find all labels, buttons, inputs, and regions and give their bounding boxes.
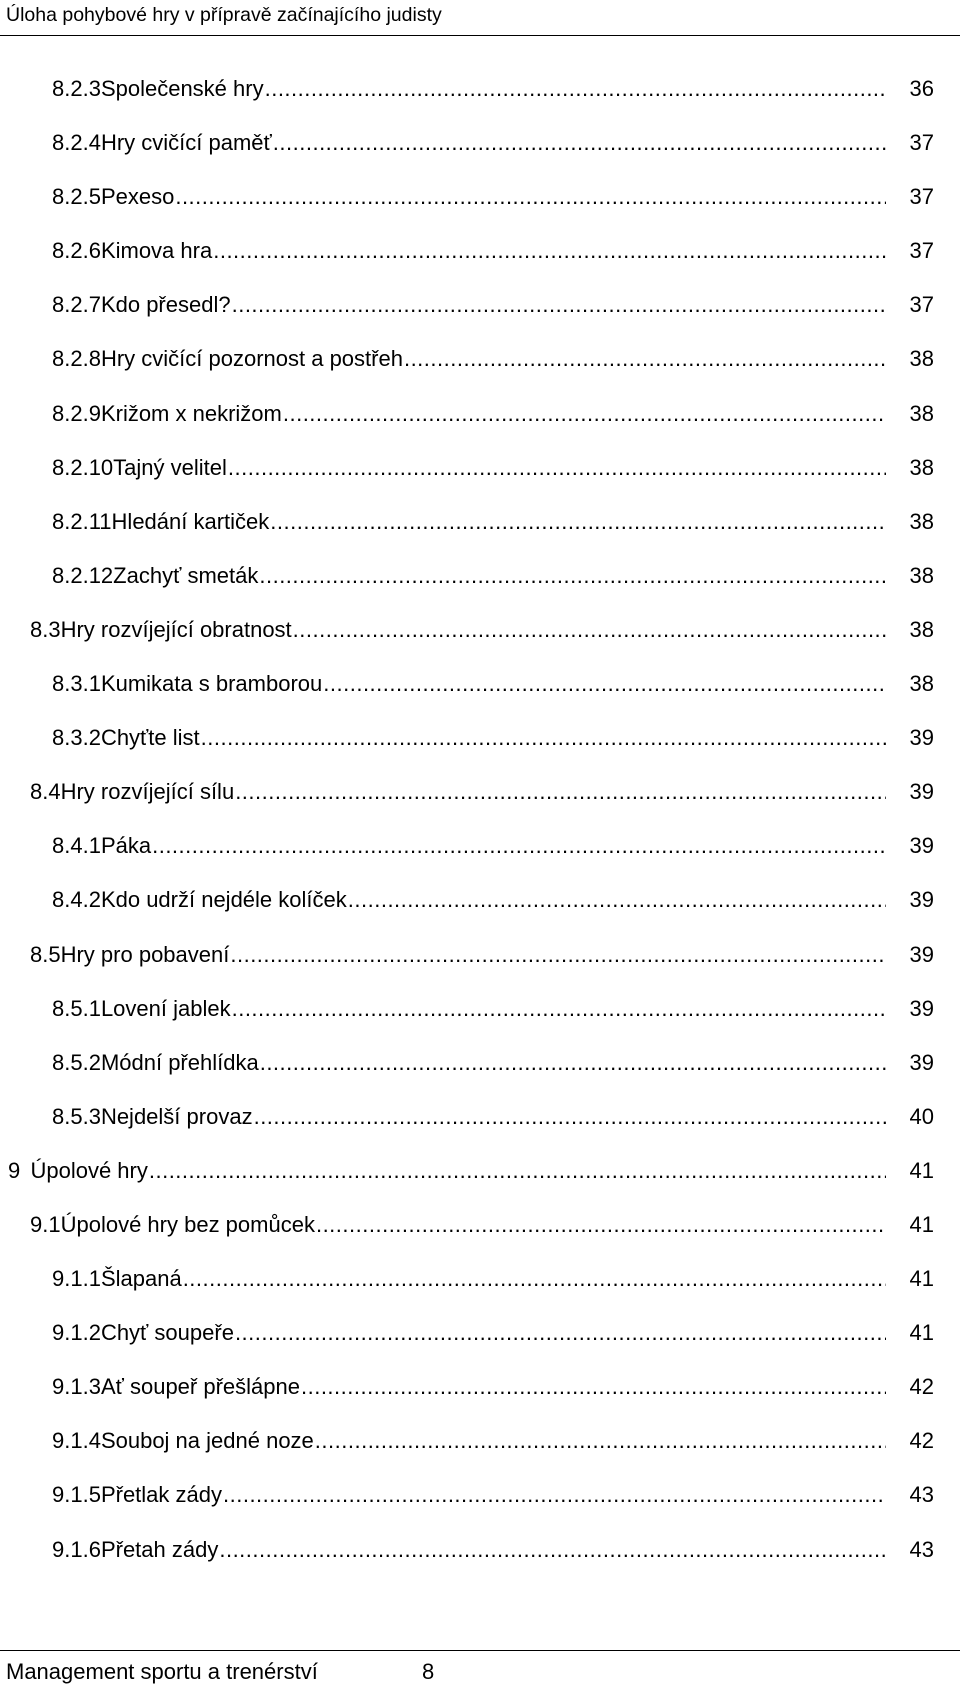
toc-entry-title: Kdo přesedl? (100, 292, 231, 318)
toc-dot-leader (235, 778, 886, 806)
toc-entry-title: Chyťte list (100, 725, 200, 751)
toc-entry-number: 9 (8, 1157, 21, 1183)
toc-entry-title: Tajný velitel (113, 454, 227, 480)
toc-entry-title: Lovení jablek (100, 995, 231, 1021)
toc-entry[interactable] (0, 662, 960, 716)
footer-course-name: Management sportu a trenérství (6, 1659, 318, 1684)
footer-page-number: 8 (422, 1659, 435, 1684)
toc-entry-number: 8.2.8 (52, 346, 101, 372)
toc-entry[interactable] (0, 1149, 960, 1203)
toc-entry[interactable] (0, 500, 960, 554)
toc-entry-page: 39 (909, 995, 934, 1021)
toc-entry-title: Úpolové hry (30, 1157, 148, 1183)
toc-entry[interactable] (0, 1311, 960, 1365)
toc-entry-page: 43 (909, 1482, 934, 1508)
toc-entry-title: Šlapaná (100, 1266, 182, 1292)
toc-entry-page: 39 (909, 833, 934, 859)
toc-entry[interactable] (0, 283, 960, 337)
document-title: Úloha pohybové hry v přípravě začínajícího judisty (6, 4, 442, 26)
toc-entry-title: Přetlak zády (100, 1482, 222, 1508)
toc-dot-leader (183, 1265, 886, 1293)
toc-entry-title: Módní přehlídka (100, 1049, 259, 1075)
toc-dot-leader (230, 941, 886, 969)
toc-entry[interactable] (0, 1365, 960, 1419)
toc-entry-title: Kumikata s bramborou (100, 671, 323, 697)
toc-entry-number: 9.1.3 (52, 1374, 101, 1400)
toc-dot-leader (259, 562, 886, 590)
toc-dot-leader (348, 886, 886, 914)
toc-entry-title: Hledání kartiček (111, 508, 270, 534)
toc-entry-page: 38 (909, 616, 934, 642)
toc-entry-page: 41 (909, 1211, 934, 1237)
toc-entry[interactable] (0, 67, 960, 121)
toc-entry-number: 8.2.5 (52, 184, 101, 210)
toc-dot-leader (175, 183, 886, 211)
toc-dot-leader (404, 345, 886, 373)
toc-entry-page: 39 (909, 779, 934, 805)
toc-entry-page: 36 (909, 76, 934, 101)
toc-entry-page: 41 (909, 1157, 934, 1183)
toc-entry-title: Hry cvičící paměť (100, 130, 272, 156)
toc-entry-page: 39 (909, 1049, 934, 1075)
toc-dot-leader (235, 1319, 886, 1347)
toc-entry-page: 42 (909, 1374, 934, 1400)
toc-dot-leader (260, 1049, 886, 1077)
toc-entry-title: Nejdelší provaz (100, 1103, 253, 1129)
toc-dot-leader (323, 670, 886, 698)
toc-entry-page: 38 (909, 508, 934, 534)
toc-dot-leader (201, 724, 886, 752)
toc-entry[interactable] (0, 175, 960, 229)
toc-entry-number: 8.5.1 (52, 995, 101, 1021)
toc-entry[interactable] (0, 608, 960, 662)
toc-dot-leader (316, 1211, 886, 1239)
toc-entry-page: 41 (909, 1320, 934, 1346)
toc-entry-title: Kimova hra (100, 238, 213, 264)
toc-dot-leader (293, 616, 886, 644)
toc-dot-leader (315, 1427, 886, 1455)
toc-dot-leader (265, 75, 886, 103)
toc-entry-page: 38 (909, 400, 934, 426)
toc-dot-leader (228, 454, 886, 482)
toc-entry-page: 43 (909, 1536, 934, 1562)
toc-entry-number: 8.5 (30, 941, 61, 967)
toc-entry-number: 8.2.6 (52, 238, 101, 264)
toc-dot-leader (152, 832, 886, 860)
toc-entry-title: Kdo udrží nejdéle kolíček (100, 887, 347, 913)
toc-entry-page: 38 (909, 454, 934, 480)
toc-entry-title: Zachyť smeták (113, 562, 259, 588)
toc-entry-number: 8.2.9 (52, 400, 101, 426)
toc-entry-number: 9.1.2 (52, 1320, 101, 1346)
page-header (0, 0, 960, 36)
toc-entry[interactable] (0, 1203, 960, 1257)
toc-entry-number: 8.3 (30, 616, 61, 642)
toc-entry-title: Páka (100, 833, 152, 859)
toc-entry[interactable] (0, 392, 960, 446)
toc-entry[interactable] (0, 933, 960, 987)
toc-entry-page: 39 (909, 887, 934, 913)
toc-entry-number: 9.1 (30, 1211, 61, 1237)
toc-entry[interactable] (0, 1419, 960, 1473)
toc-entry-number: 8.2.3 (52, 76, 101, 101)
toc-entry[interactable] (0, 878, 960, 932)
toc-entry-number: 8.4.1 (52, 833, 101, 859)
toc-entry-page: 39 (909, 725, 934, 751)
toc-entry[interactable] (0, 1528, 960, 1582)
toc-entry-page: 38 (909, 562, 934, 588)
toc-entry-title: Križom x nekrižom (100, 400, 282, 426)
page-footer (0, 1650, 960, 1693)
toc-entry-number: 8.2.12 (52, 562, 114, 588)
toc-entry-number: 8.5.3 (52, 1103, 101, 1129)
toc-entry-title: Souboj na jedné noze (100, 1428, 314, 1454)
toc-entry[interactable] (0, 554, 960, 608)
toc-entry-page: 37 (909, 292, 934, 318)
toc-entry-number: 8.4 (30, 779, 61, 805)
toc-dot-leader (223, 1481, 886, 1509)
toc-entry-number: 9.1.1 (52, 1266, 101, 1292)
toc-entry[interactable] (0, 716, 960, 770)
toc-entry[interactable] (0, 1473, 960, 1527)
toc-entry[interactable] (0, 987, 960, 1041)
toc-entry-title: Pexeso (100, 184, 175, 210)
toc-dot-leader (301, 1373, 886, 1401)
toc-entry-page: 37 (909, 184, 934, 210)
toc-entry-number: 8.2.4 (52, 130, 101, 156)
toc-entry-page: 42 (909, 1428, 934, 1454)
toc-dot-leader (149, 1157, 886, 1185)
toc-entry[interactable] (0, 824, 960, 878)
toc-dot-leader (283, 400, 886, 428)
toc-entry-number: 9.1.4 (52, 1428, 101, 1454)
toc-entry-page: 39 (909, 941, 934, 967)
toc-entry[interactable] (0, 229, 960, 283)
toc-entry-page: 37 (909, 238, 934, 264)
toc-entry-title: Ať soupeř přešlápne (100, 1374, 300, 1400)
toc-entry-number: 8.5.2 (52, 1049, 101, 1075)
toc-entry-title: Hry cvičící pozornost a postřeh (100, 346, 403, 372)
toc-entry-number: 9.1.5 (52, 1482, 101, 1508)
toc-entry[interactable] (0, 1041, 960, 1095)
toc-entry-title: Hry pro pobavení (60, 941, 230, 967)
toc-entry-title: Hry rozvíjející obratnost (60, 616, 292, 642)
table-of-contents (0, 67, 960, 1582)
toc-entry-number: 9.1.6 (52, 1536, 101, 1562)
toc-entry-title: Hry rozvíjející sílu (60, 779, 235, 805)
toc-dot-leader (270, 508, 886, 536)
toc-entry-number: 8.2.10 (52, 454, 114, 480)
toc-entry-number: 8.2.11 (52, 508, 112, 534)
toc-dot-leader (232, 291, 886, 319)
toc-entry[interactable] (0, 121, 960, 175)
toc-dot-leader (232, 995, 886, 1023)
toc-entry-number: 8.3.2 (52, 725, 101, 751)
toc-entry[interactable] (0, 770, 960, 824)
toc-entry[interactable] (0, 446, 960, 500)
toc-entry-page: 40 (909, 1103, 934, 1129)
toc-entry-page: 38 (909, 346, 934, 372)
toc-dot-leader (273, 129, 886, 157)
toc-entry-title: Přetah zády (100, 1536, 219, 1562)
toc-entry-page: 37 (909, 130, 934, 156)
toc-entry-number: 8.2.7 (52, 292, 101, 318)
toc-entry-number: 8.4.2 (52, 887, 101, 913)
toc-dot-leader (213, 237, 886, 265)
toc-entry-title: Chyť soupeře (100, 1320, 234, 1346)
toc-entry[interactable] (0, 1257, 960, 1311)
toc-entry-title: Společenské hry (100, 76, 264, 101)
toc-entry[interactable] (0, 1095, 960, 1149)
toc-entry-number: 8.3.1 (52, 671, 101, 697)
toc-entry-page: 41 (909, 1266, 934, 1292)
toc-entry-page: 38 (909, 671, 934, 697)
toc-dot-leader (254, 1103, 886, 1131)
toc-dot-leader (219, 1536, 886, 1564)
toc-entry-title: Úpolové hry bez pomůcek (60, 1211, 315, 1237)
toc-entry[interactable] (0, 337, 960, 391)
